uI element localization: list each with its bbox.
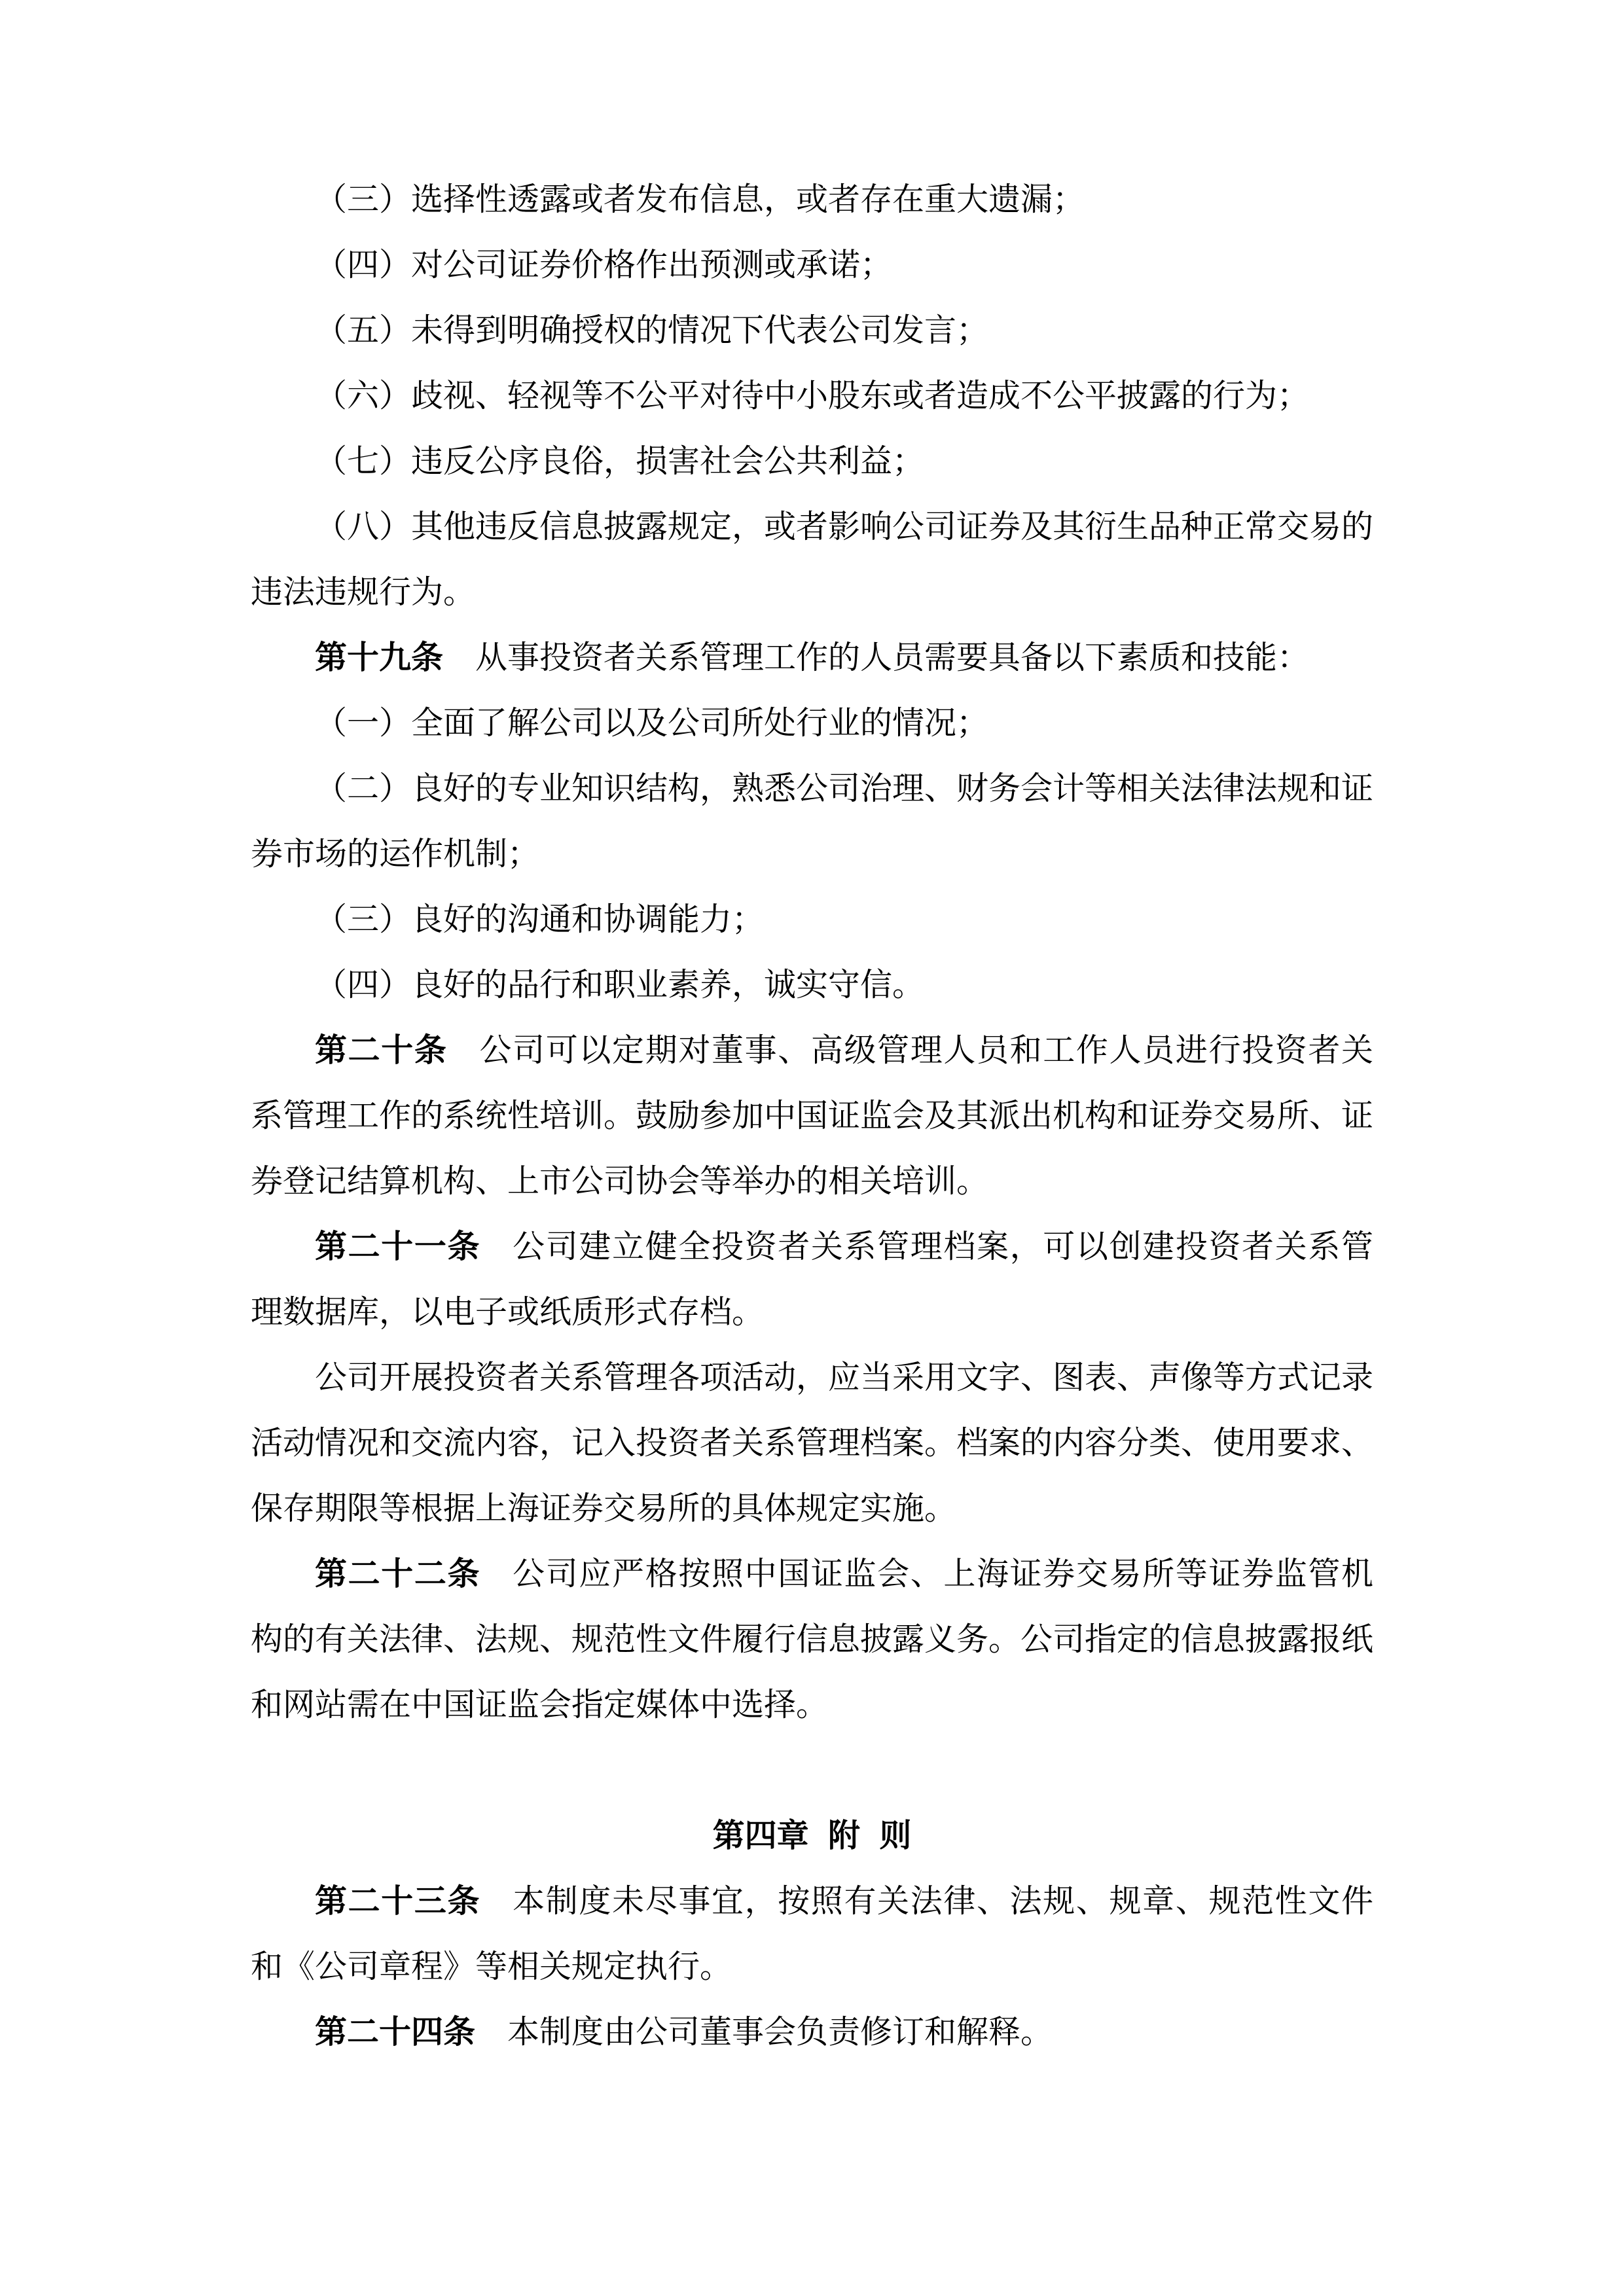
list-item: （五）未得到明确授权的情况下代表公司发言；: [315, 312, 989, 348]
article-number: 第二十四条: [315, 2014, 476, 2050]
list-item: （一）全面了解公司以及公司所处行业的情况；: [315, 705, 989, 741]
article-number: 第十九条: [315, 639, 444, 675]
article-text: 本制度未尽事宜，按照有关法律、法规、规章、规范性文件和《公司章程》等相关规定执行。: [251, 1883, 1373, 1984]
chapter-heading: 第四章 附 则: [712, 1818, 912, 1854]
list-item: （七）违反公序良俗，损害社会公共利益；: [315, 443, 925, 479]
article-paragraph: [251, 1018, 1373, 1214]
article-paragraph: [251, 625, 1373, 691]
article-text: 从事投资者关系管理工作的人员需要具备以下素质和技能：: [475, 639, 1310, 675]
list-item: （八）其他违反信息披露规定，或者影响公司证券及其衍生品种正常交易的违法违规行为。: [251, 509, 1374, 610]
article-paragraph: [251, 1214, 1373, 1345]
list-item: （三）良好的沟通和协调能力；: [315, 901, 765, 937]
article-number: 第二十三条: [315, 1883, 481, 1919]
article-text: 公司可以定期对董事、高级管理人员和工作人员进行投资者关系管理工作的系统性培训。鼓励参加中国证监会及其派出机构和证券交易所、证券登记结算机构、上市公司协会等举办的相关培训。: [251, 1032, 1374, 1199]
list-item: （四）良好的品行和职业素养，诚实守信。: [315, 967, 925, 1003]
article-number: 第二十条: [315, 1032, 448, 1068]
article-text: 公司应严格按照中国证监会、上海证券交易所等证券监管机构的有关法律、法规、规范性文件履行信息披露义务。公司指定的信息披露报纸和网站需在中国证监会指定媒体中选择。: [251, 1556, 1374, 1723]
article-text: 本制度由公司董事会负责修订和解释。: [507, 2014, 1053, 2050]
list-item: （四）对公司证券价格作出预测或承诺；: [315, 247, 893, 283]
body-paragraph: 公司开展投资者关系管理各项活动，应当采用文字、图表、声像等方式记录活动情况和交流内容，记入投资者关系管理档案。档案的内容分类、使用要求、保存期限等根据上海证券交易所的具体规定实施。: [251, 1359, 1374, 1526]
article-paragraph: [251, 1869, 1373, 2000]
article-number: 第二十一条: [315, 1229, 481, 1265]
list-item: （三）选择性透露或者发布信息，或者存在重大遗漏；: [315, 181, 1085, 217]
article-number: 第二十二条: [315, 1556, 481, 1592]
list-item: （六）歧视、轻视等不公平对待中小股东或者造成不公平披露的行为；: [315, 378, 1310, 414]
article-text: 公司建立健全投资者关系管理档案，可以创建投资者关系管理数据库，以电子或纸质形式存档。: [251, 1229, 1373, 1330]
document-body: [251, 167, 1373, 2065]
list-item: （二）良好的专业知识结构，熟悉公司治理、财务会计等相关法律法规和证券市场的运作机制；: [251, 770, 1374, 872]
article-paragraph: [251, 1541, 1373, 1738]
article-paragraph: [251, 2000, 1373, 2065]
